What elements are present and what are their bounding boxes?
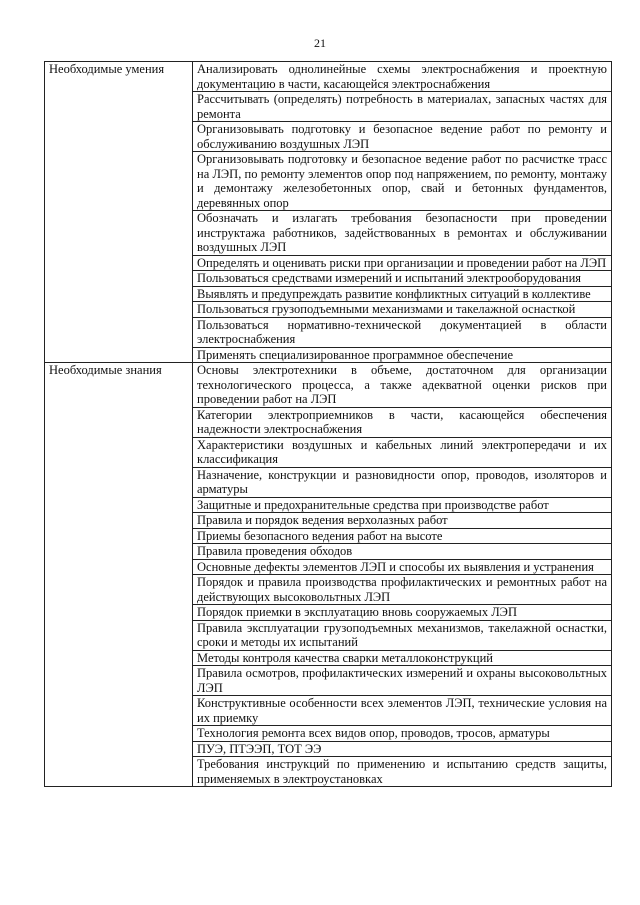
requirement-item: Требования инструкций по применению и испытанию средств защиты, применяемых в электроустановках bbox=[193, 757, 612, 787]
requirement-item: Методы контроля качества сварки металлоконструкций bbox=[193, 650, 612, 666]
requirement-item: Организовывать подготовку и безопасное ведение работ по ремонту и обслуживанию воздушных ЛЭП bbox=[193, 122, 612, 152]
requirement-item: Пользоваться нормативно-технической документацией в области электроснабжения bbox=[193, 317, 612, 347]
requirement-item: Конструктивные особенности всех элементов ЛЭП, технические условия на их приемку bbox=[193, 696, 612, 726]
table-row bbox=[45, 363, 612, 408]
requirement-item: Правила проведения обходов bbox=[193, 544, 612, 560]
requirement-item: Основы электротехники в объеме, достаточном для организации технологического процесса, а также адекватной оценки рисков при проведении работ на ЛЭП bbox=[193, 363, 612, 408]
section-label: Необходимые умения bbox=[45, 62, 193, 363]
requirement-item: Правила эксплуатации грузоподъемных механизмов, такелажной оснастки, сроки и методы их испытаний bbox=[193, 620, 612, 650]
requirement-item: Категории электроприемников в части, касающейся обеспечения надежности электроснабжения bbox=[193, 407, 612, 437]
requirement-item: Правила осмотров, профилактических измерений и охраны высоковольтных ЛЭП bbox=[193, 666, 612, 696]
requirement-item: Анализировать однолинейные схемы электроснабжения и проектную документацию в части, касающейся электроснабжения bbox=[193, 62, 612, 92]
requirement-item: Пользоваться грузоподъемными механизмами и такелажной оснасткой bbox=[193, 302, 612, 318]
requirement-item: ПУЭ, ПТЭЭП, ТОТ ЭЭ bbox=[193, 741, 612, 757]
requirement-item: Правила и порядок ведения верхолазных работ bbox=[193, 513, 612, 529]
requirement-item: Защитные и предохранительные средства при производстве работ bbox=[193, 497, 612, 513]
requirement-item: Порядок и правила производства профилактических и ремонтных работ на действующих высоковольтных ЛЭП bbox=[193, 575, 612, 605]
page-number: 21 bbox=[314, 36, 326, 50]
table-row bbox=[45, 62, 612, 92]
requirement-item: Выявлять и предупреждать развитие конфликтных ситуаций в коллективе bbox=[193, 286, 612, 302]
requirement-item: Назначение, конструкции и разновидности опор, проводов, изоляторов и арматуры bbox=[193, 467, 612, 497]
requirement-item: Порядок приемки в эксплуатацию вновь сооружаемых ЛЭП bbox=[193, 605, 612, 621]
requirement-item: Рассчитывать (определять) потребность в материалах, запасных частях для ремонта bbox=[193, 92, 612, 122]
requirements-table-body bbox=[45, 62, 612, 787]
requirement-item: Организовывать подготовку и безопасное ведение работ по расчистке трасс на ЛЭП, по ремонту элементов опор под напряжением, по ремонту, монтажу и демонтажу железобетонных опор, свай и бетонных фундаментов, деревянных опор bbox=[193, 152, 612, 211]
requirement-item: Характеристики воздушных и кабельных линий электропередачи и их классификация bbox=[193, 437, 612, 467]
requirement-item: Применять специализированное программное обеспечение bbox=[193, 347, 612, 363]
requirement-item: Приемы безопасного ведения работ на высоте bbox=[193, 528, 612, 544]
requirements-table bbox=[44, 61, 612, 787]
requirement-item: Обозначать и излагать требования безопасности при проведении инструктажа работников, задействованных в ремонтах и обслуживании воздушных ЛЭП bbox=[193, 211, 612, 256]
requirement-item: Определять и оценивать риски при организации и проведении работ на ЛЭП bbox=[193, 255, 612, 271]
section-label: Необходимые знания bbox=[45, 363, 193, 787]
requirement-item: Пользоваться средствами измерений и испытаний электрооборудования bbox=[193, 271, 612, 287]
requirement-item: Технология ремонта всех видов опор, проводов, тросов, арматуры bbox=[193, 726, 612, 742]
requirement-item: Основные дефекты элементов ЛЭП и способы их выявления и устранения bbox=[193, 559, 612, 575]
